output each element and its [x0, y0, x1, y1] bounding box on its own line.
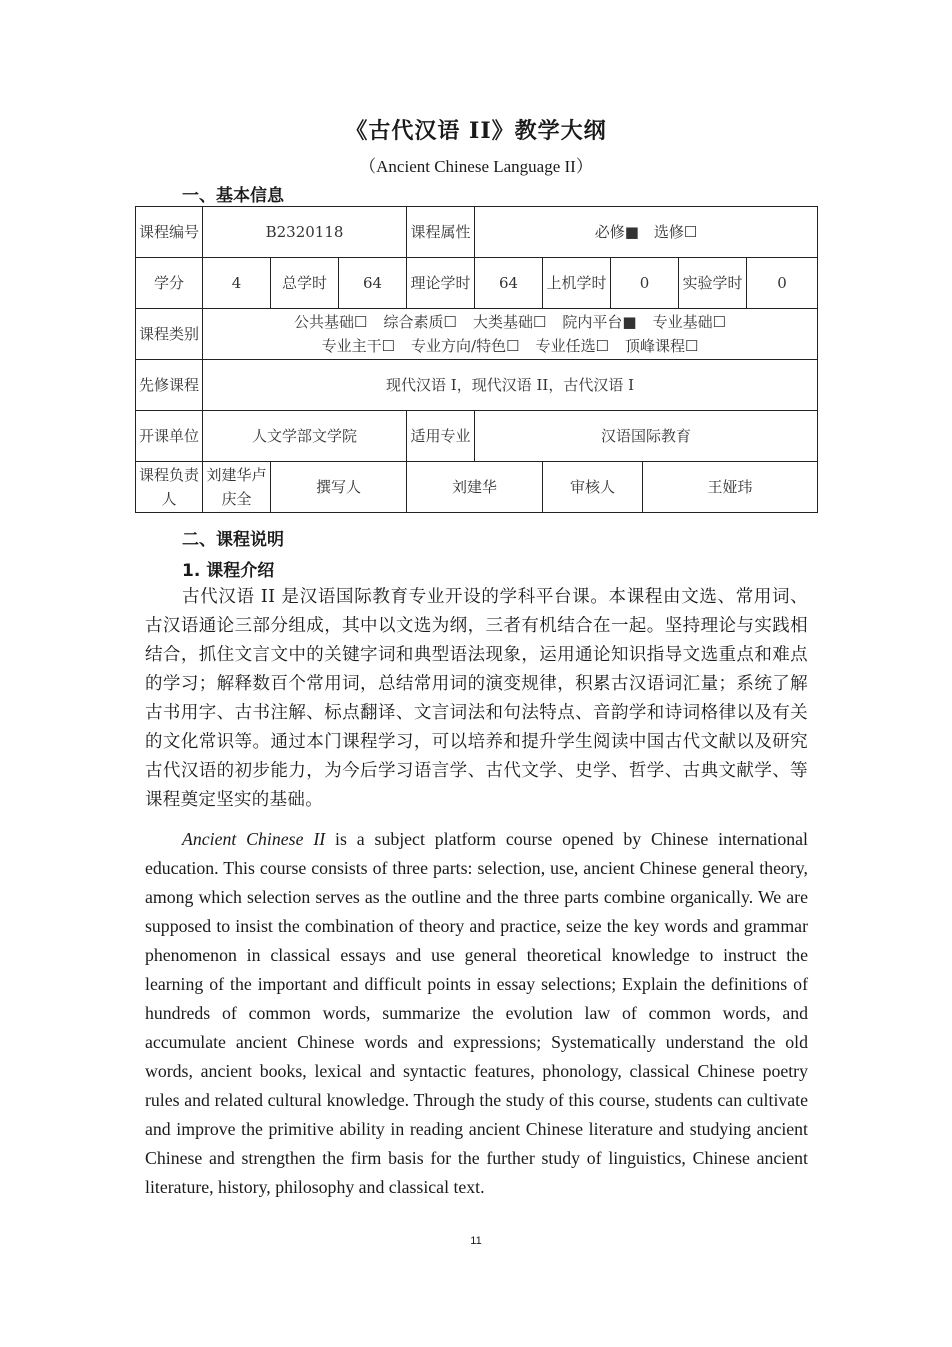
writer-label: 撰写人: [271, 462, 407, 513]
category-label: 课程类别: [136, 309, 203, 360]
course-info-table: [135, 206, 818, 513]
total-hours-value: 64: [339, 258, 407, 309]
page-subtitle: （Ancient Chinese Language II）: [359, 157, 593, 176]
computer-hours-value: 0: [611, 258, 679, 309]
theory-hours-label: 理论学时: [407, 258, 475, 309]
section-heading-basic-info: 一、基本信息: [182, 186, 284, 206]
reviewer-label: 审核人: [543, 462, 643, 513]
intro-paragraph-chinese: 古代汉语 II 是汉语国际教育专业开设的学科平台课。本课程由文选、常用词、古汉语通论三部分组成，其中以文选为纲，三者有机结合在一起。坚持理论与实践相结合，抓住文言文中的关键字词和典型语法现象，运用通论知识指导文选重点和难点的学习；解释数百个常用词，总结常用词的演变规律，积累古汉语词汇量；系统了解古书用字、古书注解、标点翻译、文言词法和句法特点、音韵学和诗词格律以及有关的文化常识等。通过本门课程学习，可以培养和提升学生阅读中国古代文献以及研究古代汉语的初步能力，为今后学习语言学、古代文学、史学、哲学、古典文献学、等课程奠定坚实的基础。: [145, 587, 808, 810]
owner-value: 刘建华卢庆全: [203, 462, 271, 513]
course-code-value: B2320118: [203, 207, 407, 258]
category-line-1: [203, 310, 817, 334]
dept-value: 人文学部文学院: [203, 411, 407, 462]
subsection-heading-course-intro: 1. 课程介绍: [182, 561, 275, 581]
course-attr-label: 课程属性: [407, 207, 475, 258]
lab-hours-label: 实验学时: [679, 258, 747, 309]
credit-label: 学分: [136, 258, 203, 309]
course-title-italic: Ancient Chinese II: [182, 829, 326, 849]
reviewer-value: 王娅玮: [643, 462, 818, 513]
category-option: 顶峰课程☐: [625, 337, 699, 355]
table-row: [136, 309, 818, 360]
intro-english-body: is a subject platform course opened by Chinese international education. This course consists of three parts: selection, use, ancient Chinese general theory, among which selection serves as the outline and the three parts combine organically. We are supposed to insist the combination of theory and practice, seize the key words and grammar phenomenon in classical essays and use general theoretical knowledge to instruct the learning of the important and difficult points in essay selections; Explain the definitions of hundreds of common words, summarize the evolution law of common words, and accumulate ancient Chinese words and expressions; Systematically understand the old words, ancient books, lexical and syntactic features, phonology, classical Chinese poetry rules and related cultural knowledge. Through the study of this course, students can cultivate and improve the primitive ability in reading ancient Chinese literature and studying ancient Chinese and strengthen the firm basis for the further study of linguistics, Chinese ancient literature, history, philosophy and classical text.: [145, 829, 808, 1197]
course-attr-value: 必修■ 选修☐: [475, 207, 818, 258]
category-option: 专业方向/特色☐: [411, 337, 520, 355]
computer-hours-label: 上机学时: [543, 258, 611, 309]
page-number: 11: [470, 1235, 482, 1247]
category-option: 大类基础☐: [472, 313, 547, 331]
category-option: 综合素质☐: [383, 313, 457, 331]
owner-label: 课程负责人: [136, 462, 203, 513]
category-option: 专业基础☐: [652, 313, 727, 331]
lab-hours-value: 0: [747, 258, 818, 309]
prereq-label: 先修课程: [136, 360, 203, 411]
dept-label: 开课单位: [136, 411, 203, 462]
course-category-options: [203, 309, 818, 360]
major-label: 适用专业: [407, 411, 475, 462]
major-value: 汉语国际教育: [475, 411, 818, 462]
category-option: 院内平台■: [562, 313, 637, 331]
credit-value: 4: [203, 258, 271, 309]
total-hours-label: 总学时: [271, 258, 339, 309]
writer-value: 刘建华: [407, 462, 543, 513]
table-row: [136, 360, 818, 411]
prereq-value: 现代汉语 I，现代汉语 II，古代汉语 I: [203, 360, 818, 411]
table-row: [136, 258, 818, 309]
intro-paragraph-english: [145, 825, 808, 1202]
category-option: 公共基础☐: [294, 313, 368, 331]
table-row: [136, 411, 818, 462]
category-option: 专业任选☐: [535, 337, 610, 355]
table-row: [136, 462, 818, 513]
course-code-label: 课程编号: [136, 207, 203, 258]
theory-hours-value: 64: [475, 258, 543, 309]
category-option: 专业主干☐: [321, 337, 396, 355]
table-row: [136, 207, 818, 258]
category-line-2: [203, 334, 817, 358]
section-heading-course-description: 二、课程说明: [182, 530, 284, 550]
page-title: 《古代汉语 II》教学大纲: [345, 118, 607, 144]
